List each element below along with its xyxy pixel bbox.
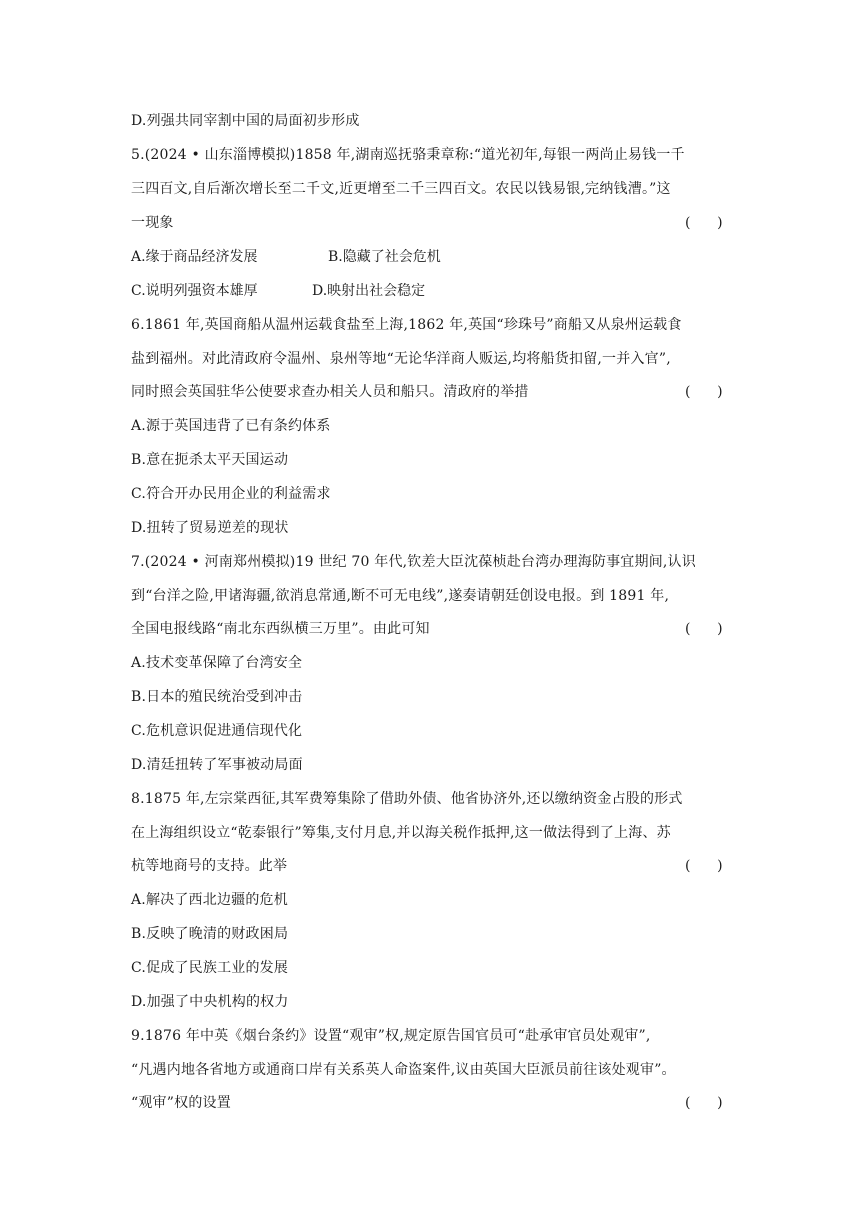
- q7-stem-line-3: 全国电报线路“南北东西纵横三万里”。由此可知: [131, 621, 430, 637]
- q6-option-c: C.符合开办民用企业的利益需求: [131, 486, 331, 502]
- q8-answer-bracket: ( ): [685, 858, 723, 874]
- q9-stem-line-3: “观审”权的设置: [131, 1095, 231, 1111]
- q7-option-a: A.技术变革保障了台湾安全: [131, 655, 303, 671]
- q5-stem-line-3: 一现象: [131, 215, 174, 231]
- q6-option-a: A.源于英国违背了已有条约体系: [131, 418, 331, 434]
- q7-answer-bracket: ( ): [685, 621, 723, 637]
- q9-answer-bracket: ( ): [685, 1095, 723, 1111]
- q6-stem-line-2: 盐到福州。对此清政府令温州、泉州等地“无论华洋商人贩运,均将船货扣留,一并入官”,: [131, 351, 671, 367]
- q6-stem-line-1: 6.1861 年,英国商船从温州运载食盐至上海,1862 年,英国“珍珠号”商船又从泉州运载食: [131, 317, 682, 333]
- q5-option-a: A.缘于商品经济发展: [131, 249, 258, 265]
- q5-stem-line-2: 三四百文,自后渐次增长至二千文,近更增至二千三四百文。农民以钱易银,完纳钱漕。”这: [131, 181, 671, 197]
- q8-stem-line-1: 8.1875 年,左宗棠西征,其军费筹集除了借助外债、他省协济外,还以缴纳资金占股的形式: [131, 791, 683, 807]
- q8-stem-line-2: 在上海组织设立“乾泰银行”筹集,支付月息,并以海关税作抵押,这一做法得到了上海、苏: [131, 825, 671, 841]
- q6-answer-bracket: ( ): [685, 384, 723, 400]
- q5-answer-bracket: ( ): [685, 215, 723, 231]
- q5-stem-line-1: 5.(2024 • 山东淄博模拟)1858 年,湖南巡抚骆秉章称:“道光初年,每银一两尚止易钱一千: [131, 147, 685, 163]
- q6-option-b: B.意在扼杀太平天国运动: [131, 452, 289, 468]
- q7-option-c: C.危机意识促进通信现代化: [131, 723, 303, 739]
- q9-stem-line-2: “凡遇内地各省地方或通商口岸有关系英人命盗案件,议由英国大臣派员前往该处观审”。: [131, 1062, 676, 1078]
- q7-stem-line-2: 到“台洋之险,甲诸海疆,欲消息常通,断不可无电线”,遂奏请朝廷创设电报。到 1891 年,: [131, 588, 670, 604]
- q7-option-d: D.清廷扭转了军事被动局面: [131, 757, 303, 773]
- q5-options-row-1: [131, 247, 441, 267]
- q9-stem-line-1: 9.1876 年中英《烟台条约》设置“观审”权,规定原告国官员可“赴承审官员处观审”,: [131, 1028, 651, 1044]
- q8-option-a: A.解决了西北边疆的危机: [131, 892, 288, 908]
- q7-stem-line-1: 7.(2024 • 河南郑州模拟)19 世纪 70 年代,钦差大臣沈葆桢赴台湾办理海防事宜期间,认识: [131, 554, 696, 570]
- q5-option-b: B.隐藏了社会危机: [328, 249, 441, 265]
- q5-options-row-2: [131, 281, 426, 301]
- q6-stem-line-3: 同时照会英国驻华公使要求查办相关人员和船只。清政府的举措: [131, 384, 529, 400]
- q8-option-b: B.反映了晚清的财政困局: [131, 926, 289, 942]
- q7-option-b: B.日本的殖民统治受到冲击: [131, 689, 303, 705]
- q6-option-d: D.扭转了贸易逆差的现状: [131, 520, 289, 536]
- q8-option-d: D.加强了中央机构的权力: [131, 994, 289, 1010]
- q5-option-c: C.说明列强资本雄厚: [131, 283, 258, 299]
- q4-option-d: D.列强共同宰割中国的局面初步形成: [131, 113, 360, 129]
- q8-stem-line-3: 杭等地商号的支持。此举: [131, 858, 288, 874]
- q5-option-d: D.映射出社会稳定: [312, 283, 426, 299]
- q8-option-c: C.促成了民族工业的发展: [131, 960, 289, 976]
